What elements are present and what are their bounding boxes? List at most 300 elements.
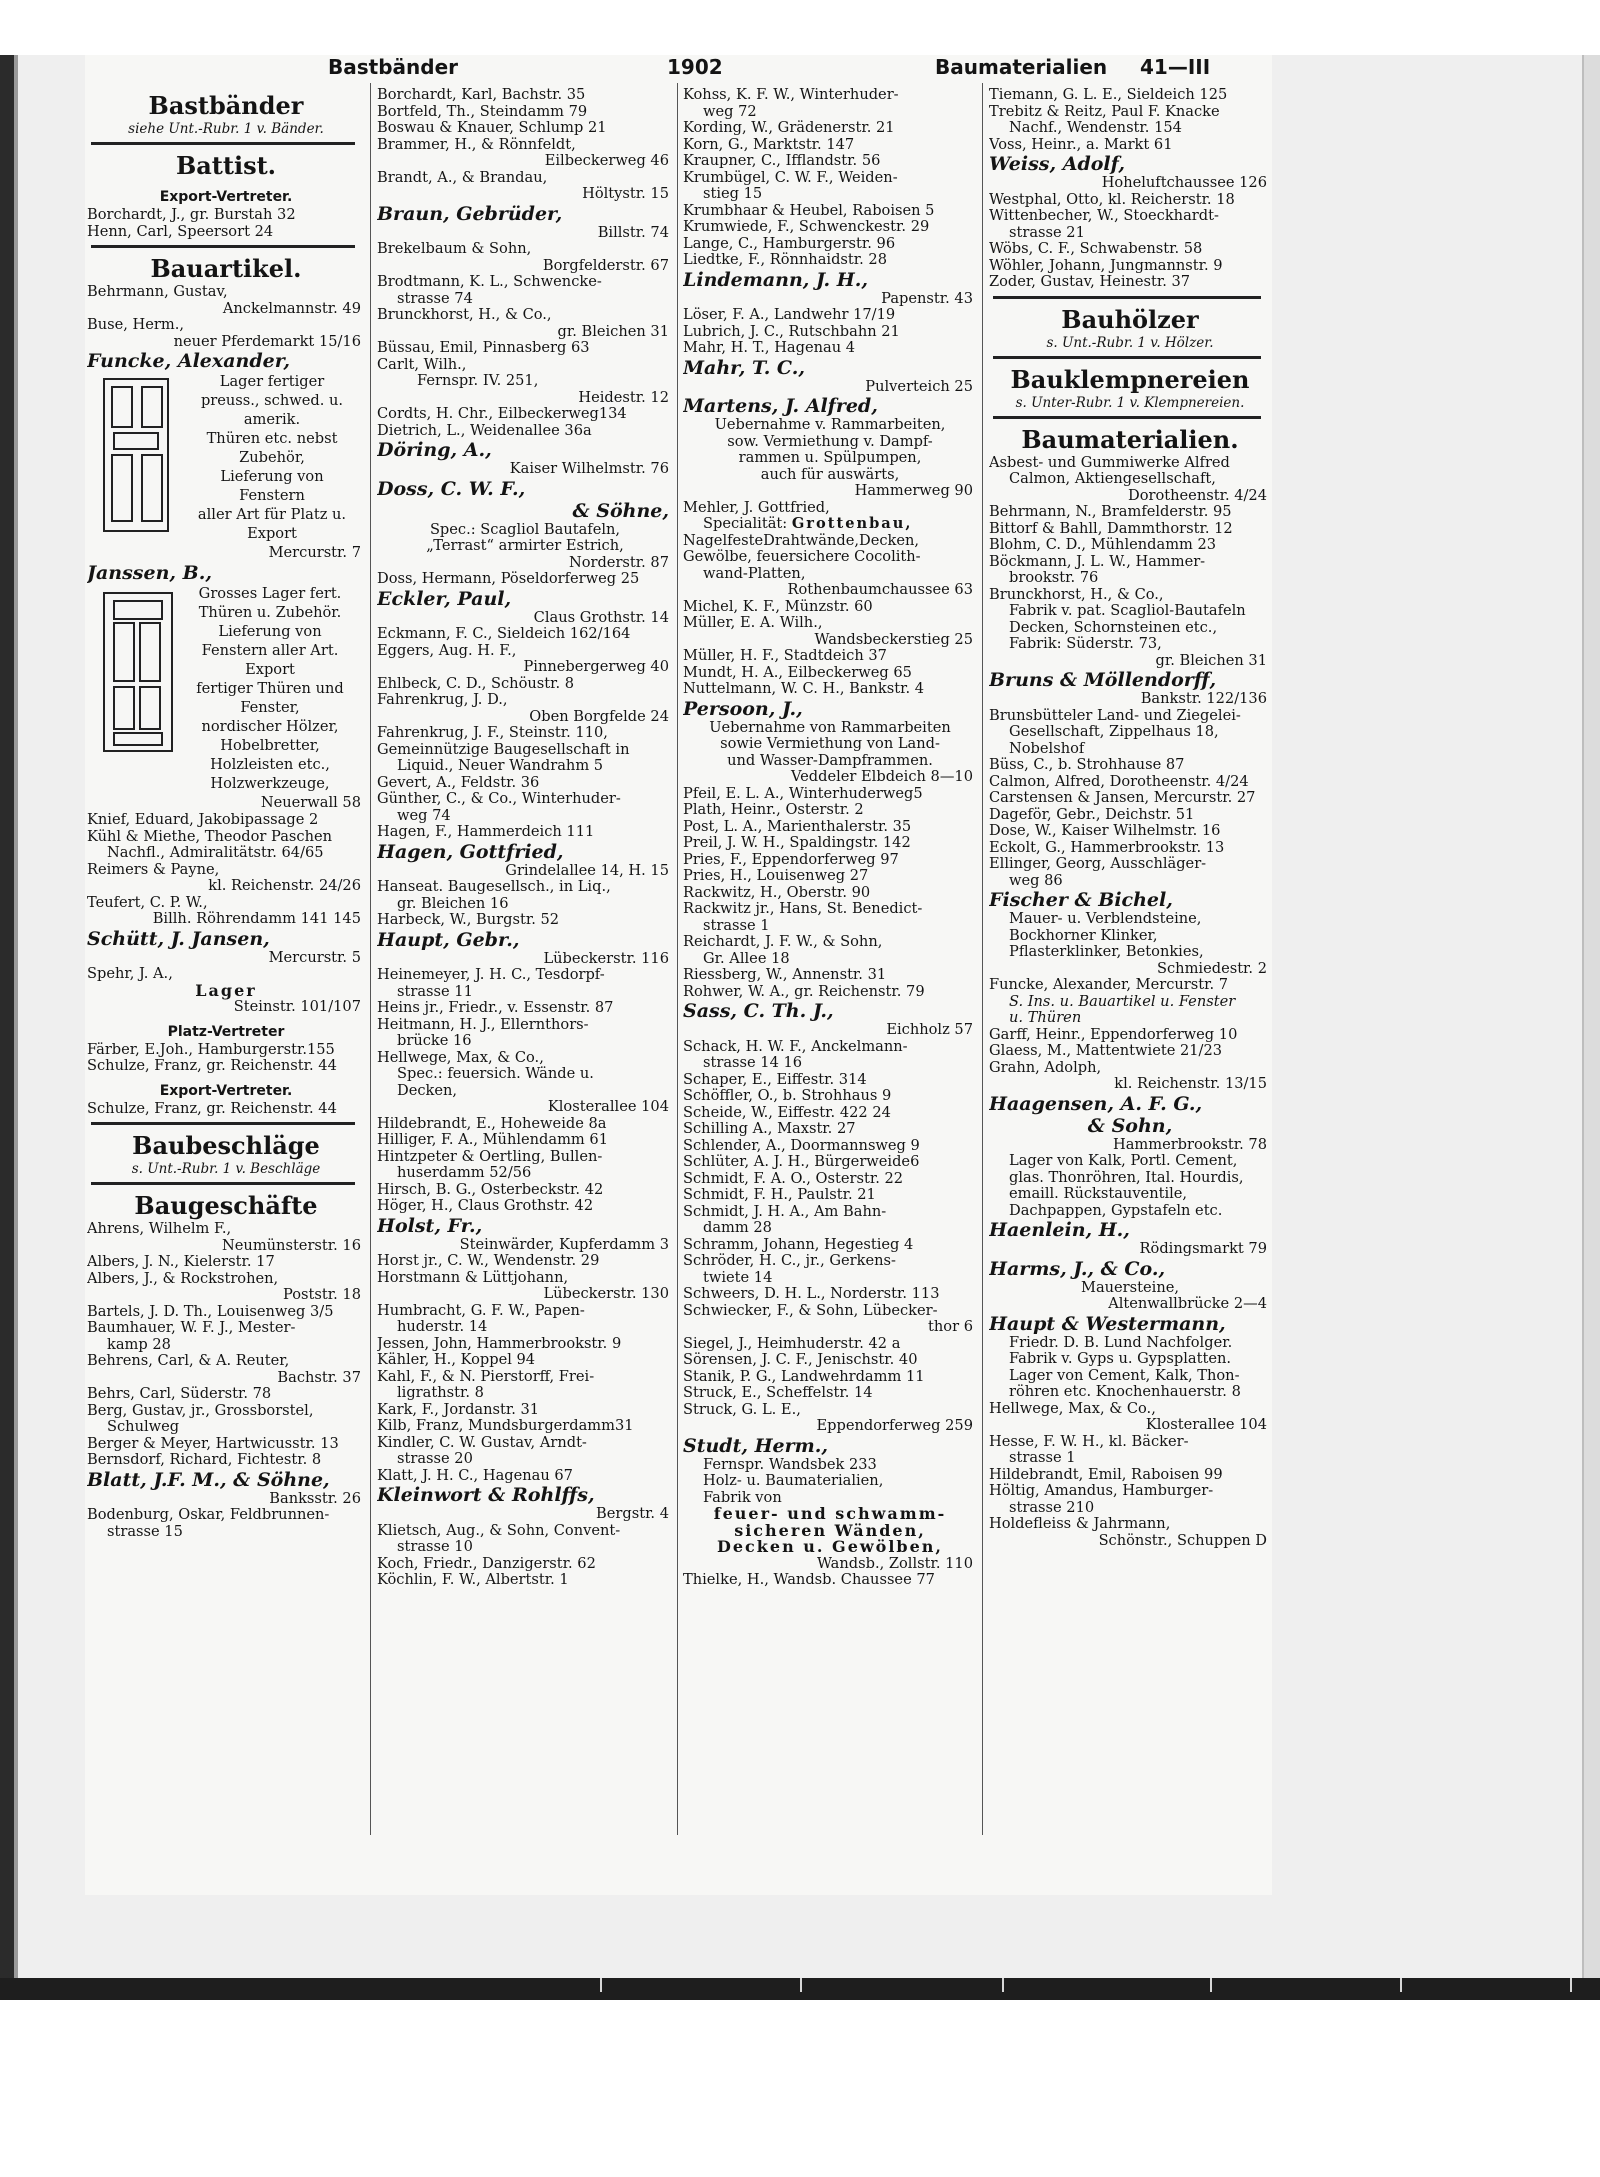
section-rule <box>91 142 355 145</box>
entry-address: gr. Bleichen 31 <box>557 322 669 340</box>
directory-entry: Kraupner, C., Ifflandstr. 56 <box>683 152 881 169</box>
section-title: Baumaterialien. <box>1021 424 1239 454</box>
advertisement-line: Lager fertiger <box>219 373 325 390</box>
entry-continuation: strasse 11 <box>397 982 473 1000</box>
directory-entry: Brunsbütteler Land- und Ziegelei- <box>989 706 1241 724</box>
entry-continuation: Holz- u. Baumaterialien, <box>703 1472 884 1489</box>
entry-continuation: strasse 210 <box>1009 1498 1095 1516</box>
entry-emphasis: sicheren Wänden, <box>734 1520 926 1540</box>
entry-description: sow. Vermiethung v. Dampf- <box>727 432 933 450</box>
directory-entry: Gemeinnützige Baugesellschaft in <box>377 740 630 758</box>
entry-address: Borgfelderstr. 67 <box>542 256 669 274</box>
directory-entry: Albers, J. N., Kielerstr. 17 <box>87 1253 275 1270</box>
entry-continuation: strasse 14 16 <box>703 1054 803 1071</box>
directory-entry: Holdefleiss & Jahrmann, <box>989 1515 1171 1532</box>
entry-address: Grindelallee 14, H. 15 <box>505 861 669 879</box>
directory-entry: Rackwitz, H., Oberstr. 90 <box>683 883 871 901</box>
entry-description: rammen u. Spülpumpen, <box>738 449 922 466</box>
advertisement-line: Grosses Lager fert. <box>198 585 342 602</box>
scan-bottom-edge <box>0 1978 1600 2000</box>
entry-emphasis: Decken u. Gewölben, <box>717 1537 943 1556</box>
entry-continuation: damm 28 <box>703 1219 772 1236</box>
advertisement-line: Holzwerkzeuge, <box>210 775 330 792</box>
advertisement-line: Export <box>247 525 297 542</box>
entry-continuation: strasse 1 <box>1009 1449 1076 1466</box>
directory-entry: Schlender, A., Doormannsweg 9 <box>683 1136 920 1154</box>
entry-continuation: gr. Bleichen 16 <box>397 894 509 912</box>
directory-entry: Westphal, Otto, kl. Reicherstr. 18 <box>989 190 1235 208</box>
directory-entry: Kühl & Miethe, Theodor Paschen <box>87 827 333 845</box>
directory-entry: Baumhauer, W. F. J., Mester- <box>87 1319 296 1336</box>
directory-entry: Mundt, H. A., Eilbeckerweg 65 <box>683 663 912 681</box>
directory-entry: Pries, H., Louisenweg 27 <box>683 867 869 884</box>
directory-entry: Schwiecker, F., & Sohn, Lübecker- <box>683 1301 938 1319</box>
firm-name: Haupt, Gebr., <box>377 928 520 951</box>
directory-entry: Behrmann, Gustav, <box>87 283 228 300</box>
entry-continuation: Fabrik: Süderstr. 73, <box>1009 635 1162 652</box>
directory-entry: Ahrens, Wilhelm F., <box>87 1220 232 1237</box>
directory-entry: Ellinger, Georg, Ausschläger- <box>989 855 1207 872</box>
directory-entry: Heins jr., Friedr., v. Essenstr. 87 <box>377 999 614 1016</box>
firm-name: Holst, Fr., <box>377 1214 483 1237</box>
advertisement-line: Thüren u. Zubehör. <box>198 604 342 621</box>
entry-address: Lübeckerstr. 130 <box>543 1285 669 1302</box>
entry-continuation: Gr. Allee 18 <box>703 949 790 967</box>
directory-entry: Buse, Herm., <box>87 316 184 333</box>
entry-address: Hammerweg 90 <box>854 482 973 499</box>
door-panel <box>113 432 159 450</box>
directory-entry: Tiemann, G. L. E., Sieldeich 125 <box>989 87 1228 103</box>
directory-entry: Dietrich, L., Weidenallee 36a <box>377 421 592 439</box>
directory-entry: Hintzpeter & Oertling, Bullen- <box>377 1147 603 1165</box>
entry-address: gr. Bleichen 31 <box>1155 651 1267 669</box>
directory-entry: Cordts, H. Chr., Eilbeckerweg134 <box>377 405 627 422</box>
cross-reference: s. Unt.-Rubr. 1 v. Beschläge <box>131 1161 321 1177</box>
advertisement-line: Holzleisten etc., <box>210 756 330 773</box>
entry-description: Uebernahme v. Rammarbeiten, <box>714 416 946 433</box>
entry-continuation: brookstr. 76 <box>1009 569 1099 586</box>
directory-entry: Hirsch, B. G., Osterbeckstr. 42 <box>377 1180 604 1198</box>
entry-continuation: strasse 1 <box>703 916 770 934</box>
directory-entry: Schack, H. W. F., Anckelmann- <box>683 1037 908 1055</box>
speciality-value: Grottenbau, <box>791 515 913 532</box>
directory-entry: Horst jr., C. W., Wendenstr. 29 <box>377 1252 600 1269</box>
directory-entry: Kahl, F., & N. Pierstorff, Frei- <box>377 1367 595 1385</box>
directory-entry: Hilliger, F. A., Mühlendamm 61 <box>377 1131 608 1148</box>
directory-entry: Krumbügel, C. W. F., Weiden- <box>683 168 898 186</box>
advertisement-text <box>175 584 365 812</box>
firm-name: Mahr, T. C., <box>683 356 805 379</box>
entry-continuation: Bockhorner Klinker, <box>1009 926 1158 944</box>
directory-entry: Borchardt, J., gr. Burstah 32 <box>87 206 296 223</box>
entry-address: Billstr. 74 <box>597 223 669 241</box>
directory-entry: Koch, Friedr., Danzigerstr. 62 <box>377 1554 596 1572</box>
directory-entry: Schmidt, F. H., Paulstr. 21 <box>683 1186 876 1203</box>
firm-name-continuation: & Söhne, <box>572 499 669 522</box>
directory-entry: Schaper, E., Eiffestr. 314 <box>683 1070 867 1088</box>
directory-entry: Böckmann, J. L. W., Hammer- <box>989 552 1206 570</box>
directory-entry: Schilling A., Maxstr. 27 <box>683 1120 856 1137</box>
entry-continuation: weg 74 <box>397 806 451 824</box>
directory-entry: Pries, F., Eppendorferweg 97 <box>683 850 899 868</box>
directory-entry: Bodenburg, Oskar, Feldbrunnen- <box>87 1506 330 1523</box>
entry-continuation: strasse 10 <box>397 1538 473 1555</box>
entry-continuation: Fernspr. IV. 251, <box>417 372 539 389</box>
directory-entry: Dose, W., Kaiser Wilhelmstr. 16 <box>989 822 1221 839</box>
directory-entry: Günther, C., & Co., Winterhuder- <box>377 790 621 807</box>
advertisement-line: fertiger Thüren und <box>196 680 344 697</box>
directory-entry: Thielke, H., Wandsb. Chaussee 77 <box>683 1571 935 1588</box>
firm-name: Martens, J. Alfred, <box>683 395 878 417</box>
door-illustration <box>103 378 169 532</box>
directory-entry: Löser, F. A., Landwehr 17/19 <box>683 306 896 323</box>
door-panel <box>139 622 161 682</box>
directory-entry: Grahn, Adolph, <box>989 1058 1102 1076</box>
directory-entry: Berger & Meyer, Hartwicusstr. 13 <box>87 1434 339 1452</box>
column-divider <box>370 83 371 1835</box>
directory-entry: Lubrich, J. C., Rutschbahn 21 <box>683 322 900 340</box>
directory-entry: Bartels, J. D. Th., Louisenweg 3/5 <box>87 1302 334 1320</box>
entry-continuation: Schulweg <box>107 1418 180 1435</box>
directory-entry: Fahrenkrug, J. D., <box>377 691 508 708</box>
advertisement-line: Fenstern <box>239 487 305 504</box>
directory-entry: Hildebrandt, Emil, Raboisen 99 <box>989 1465 1223 1483</box>
directory-entry: Heitmann, H. J., Ellernthors- <box>377 1015 589 1033</box>
entry-address: Schönstr., Schuppen D <box>1098 1531 1267 1549</box>
door-illustration <box>103 592 173 752</box>
entry-address: Eichholz 57 <box>886 1021 973 1038</box>
directory-entry: Scheide, W., Eiffestr. 422 24 <box>683 1103 891 1121</box>
directory-entry: Kähler, H., Koppel 94 <box>377 1351 536 1368</box>
directory-entry: Calmon, Alfred, Dorotheenstr. 4/24 <box>989 772 1249 790</box>
directory-entry: Hanseat. Baugesellsch., in Liq., <box>377 878 611 895</box>
entry-continuation: Nachfl., Admiralitätstr. 64/65 <box>107 844 324 861</box>
entry-address: Bankstr. 122/136 <box>1140 690 1267 707</box>
firm-name: Harms, J., & Co., <box>989 1257 1166 1280</box>
firm-name: Eckler, Paul, <box>377 587 512 610</box>
firm-name: Persoon, J., <box>683 697 803 720</box>
directory-entry: Michel, K. F., Münzstr. 60 <box>683 597 873 615</box>
entry-continuation: Nobelshof <box>1009 739 1085 757</box>
directory-entry: Wöhler, Johann, Jungmannstr. 9 <box>989 256 1223 274</box>
entry-address: Wandsbeckerstieg 25 <box>814 630 973 648</box>
section-title: Battist. <box>175 151 277 180</box>
entry-continuation: huserdamm 52/56 <box>397 1164 532 1181</box>
directory-entry: Nuttelmann, W. C. H., Bankstr. 4 <box>683 680 925 697</box>
directory-entry: Schmidt, J. H. A., Am Bahn- <box>683 1202 887 1220</box>
directory-entry: Post, L. A., Marienthalerstr. 35 <box>683 817 912 835</box>
entry-address: Eilbeckerweg 46 <box>544 152 669 169</box>
advertisement-line: Zubehör, <box>239 449 305 466</box>
entry-description: auch für auswärts, <box>760 465 900 483</box>
advertisement <box>87 372 365 562</box>
entry-address: Höltystr. 15 <box>582 185 669 202</box>
firm-name: Haupt & Westermann, <box>989 1312 1226 1335</box>
entry-address: Dorotheenstr. 4/24 <box>1128 486 1267 504</box>
firm-name: Haenlein, H., <box>989 1219 1130 1241</box>
entry-continuation: Lager von Kalk, Portl. Cement, <box>1009 1152 1238 1169</box>
advertisement-line: Lieferung von <box>218 623 322 640</box>
directory-entry: Korn, G., Marktstr. 147 <box>683 135 855 153</box>
directory-entry: Voss, Heinr., a. Markt 61 <box>989 135 1173 153</box>
directory-entry: Kilb, Franz, Mundsburgerdamm31 <box>377 1417 634 1434</box>
directory-entry: Knief, Eduard, Jakobipassage 2 <box>87 811 319 828</box>
directory-entry: Eckolt, G., Hammerbrookstr. 13 <box>989 838 1225 856</box>
column-4 <box>989 87 1271 1827</box>
directory-entry: Klietsch, Aug., & Sohn, Convent- <box>377 1521 621 1539</box>
entry-description: Mauersteine, <box>1081 1278 1179 1296</box>
entry-address: Neumünsterstr. 16 <box>222 1236 361 1254</box>
directory-entry: Humbracht, G. F. W., Papen- <box>377 1301 585 1319</box>
firm-name: Kleinwort & Rohlffs, <box>377 1484 595 1506</box>
directory-entry: Schlüter, A. J. H., Bürgerweide6 <box>683 1153 920 1170</box>
directory-entry: Funcke, Alexander, Mercurstr. 7 <box>989 976 1229 993</box>
advertisement <box>87 584 365 812</box>
directory-entry: Schulze, Franz, gr. Reichenstr. 44 <box>87 1099 337 1117</box>
entry-address: Claus Grothstr. 14 <box>533 608 669 626</box>
column-divider <box>677 83 678 1835</box>
entry-continuation: Fabrik von <box>703 1488 782 1506</box>
directory-entry: Färber, E.Joh., Hamburgerstr.155 <box>87 1040 335 1058</box>
directory-entry: Höger, H., Claus Grothstr. 42 <box>377 1197 594 1214</box>
section-title: Baubeschläge <box>132 1131 320 1160</box>
entry-description: „Terrast“ armirter Estrich, <box>426 537 624 554</box>
firm-name: Weiss, Adolf, <box>989 153 1126 175</box>
firm-name: Doss, C. W. F., <box>377 477 526 500</box>
entry-continuation: twiete 14 <box>703 1268 773 1286</box>
door-panel <box>139 686 161 730</box>
entry-continuation: Friedr. D. B. Lund Nachfolger. <box>1009 1333 1233 1351</box>
door-panel <box>111 454 133 522</box>
door-panel <box>113 622 135 682</box>
directory-entry: Höltig, Amandus, Hamburger- <box>989 1482 1214 1499</box>
entry-continuation: strasse 21 <box>1009 223 1085 241</box>
entry-speciality <box>683 516 977 533</box>
firm-name: Fischer & Bichel, <box>989 889 1173 911</box>
entry-address: Veddeler Elbdeich 8—10 <box>790 768 973 785</box>
firm-name: Sass, C. Th. J., <box>683 1000 834 1022</box>
entry-continuation: strasse 74 <box>397 289 473 307</box>
directory-entry: Mehler, J. Gottfried, <box>683 498 830 516</box>
directory-entry: Doss, Hermann, Pöseldorferweg 25 <box>377 570 640 587</box>
entry-continuation: emaill. Rückstauventile, <box>1009 1185 1188 1202</box>
entry-address: Mercurstr. 5 <box>268 948 361 966</box>
entry-continuation: glas. Thonröhren, Ital. Hourdis, <box>1009 1168 1244 1186</box>
speciality-label: Specialität: <box>703 515 792 532</box>
entry-continuation: Pflasterklinker, Betonkies, <box>1009 943 1204 960</box>
advertisement-line: Thüren etc. nebst <box>206 430 338 447</box>
advertisement-line: Mercurstr. 7 <box>268 544 361 561</box>
entry-continuation: stieg 15 <box>703 185 763 202</box>
directory-entry: Blohm, C. D., Mühlendamm 23 <box>989 536 1217 553</box>
entry-address: Bachstr. 37 <box>277 1368 361 1386</box>
cross-reference: S. Ins. u. Bauartikel u. Fenster <box>1009 992 1236 1010</box>
directory-entry: Hagen, F., Hammerdeich 111 <box>377 823 595 840</box>
advertisement-line: amerik. <box>243 411 301 428</box>
entry-address: Bergstr. 4 <box>596 1505 669 1522</box>
entry-address: kl. Reichenstr. 13/15 <box>1114 1075 1267 1092</box>
directory-entry: Köchlin, F. W., Albertstr. 1 <box>377 1571 569 1588</box>
directory-entry: Lange, C., Hamburgerstr. 96 <box>683 234 896 252</box>
column-1 <box>87 87 365 1827</box>
entry-continuation: strasse 20 <box>397 1450 473 1467</box>
advertisement-line: preuss., schwed. u. <box>200 392 344 409</box>
section-rule <box>91 245 355 248</box>
directory-entry: Gewölbe, feuersichere Cocolith- <box>683 548 921 565</box>
entry-description: und Wasser-Dampframmen. <box>727 751 933 769</box>
directory-entry: Pfeil, E. L. A., Winterhuderweg5 <box>683 784 923 802</box>
directory-entry: Kording, W., Grädenerstr. 21 <box>683 119 895 136</box>
scan-right-edge <box>1582 55 1600 2000</box>
entry-address: Banksstr. 26 <box>269 1489 361 1507</box>
directory-entry: Müller, H. F., Stadtdeich 37 <box>683 647 887 664</box>
firm-name: Hagen, Gottfried, <box>377 840 564 863</box>
door-panel <box>113 686 135 730</box>
advertisement-line: aller Art für Platz u. <box>197 506 347 523</box>
directory-entry: Bortfeld, Th., Steindamm 79 <box>377 102 588 120</box>
entry-address: Hammerbrookstr. 78 <box>1112 1135 1267 1153</box>
firm-name: Studt, Herm., <box>683 1434 828 1457</box>
directory-entry: Albers, J., & Rockstrohen, <box>87 1269 279 1287</box>
directory-entry: Krumwiede, F., Schwenckestr. 29 <box>683 218 930 235</box>
entry-continuation: Nachf., Wendenstr. 154 <box>1009 119 1182 136</box>
entry-address: Poststr. 18 <box>283 1286 361 1303</box>
directory-entry: Spehr, J. A., <box>87 965 173 982</box>
firm-name-continuation: & Sohn, <box>1087 1114 1173 1137</box>
directory-entry: Hellwege, Max, & Co., <box>989 1399 1156 1417</box>
directory-entry: Hellwege, Max, & Co., <box>377 1048 544 1066</box>
directory-entry: Wittenbecher, W., Stoeckhardt- <box>989 207 1219 224</box>
directory-entry: Brandt, A., & Brandau, <box>377 168 548 186</box>
directory-entry: Brunckhorst, H., & Co., <box>989 585 1164 603</box>
entry-emphasis: feuer- und schwamm- <box>713 1504 947 1523</box>
directory-entry: Heinemeyer, J. H. C., Tesdorpf- <box>377 966 605 983</box>
firm-name: Döring, A., <box>377 439 492 461</box>
entry-address: Heidestr. 12 <box>578 388 669 406</box>
entry-address: Klosterallee 104 <box>1145 1416 1267 1433</box>
directory-entry: Liedtke, F., Rönnhaidstr. 28 <box>683 251 887 268</box>
entry-description: sowie Vermiethung von Land- <box>720 735 940 752</box>
directory-entry: Kindler, C. W. Gustav, Arndt- <box>377 1433 587 1451</box>
entry-address: neuer Pferdemarkt 15/16 <box>173 332 361 350</box>
section-rule <box>993 416 1261 419</box>
advertisement-line: nordischer Hölzer, <box>201 718 339 735</box>
entry-continuation: Lager von Cement, Kalk, Thon- <box>1009 1366 1240 1384</box>
directory-entry: Plath, Heinr., Osterstr. 2 <box>683 801 864 818</box>
directory-entry: Büssau, Emil, Pinnasberg 63 <box>377 339 590 356</box>
directory-entry: Eggers, Aug. H. F., <box>377 641 517 659</box>
subsection-heading: Export-Vertreter. <box>159 189 293 205</box>
section-title: Bauklempnereien <box>1010 364 1250 394</box>
entry-continuation: Decken, <box>397 1081 458 1099</box>
directory-entry: Horstmann & Lüttjohann, <box>377 1268 569 1286</box>
directory-entry: Schmidt, F. A. O., Osterstr. 22 <box>683 1169 904 1187</box>
directory-entry: Kohss, K. F. W., Winterhuder- <box>683 87 899 103</box>
section-title: Bastbänder <box>148 91 304 120</box>
directory-entry: Borchardt, Karl, Bachstr. 35 <box>377 87 586 103</box>
directory-entry: Stanik, P. G., Landwehrdamm 11 <box>683 1367 925 1385</box>
directory-entry: Riessberg, W., Annenstr. 31 <box>683 966 887 983</box>
section-rule <box>993 356 1261 359</box>
entry-continuation: Fabrik v. pat. Scagliol-Bautafeln <box>1009 602 1246 619</box>
directory-entry: Siegel, J., Heimhuderstr. 42 a <box>683 1334 901 1352</box>
directory-entry: Struck, G. L. E., <box>683 1400 801 1418</box>
directory-entry: Schröder, H. C., jr., Gerkens- <box>683 1252 896 1269</box>
entry-address: Altenwallbrücke 2—4 <box>1108 1295 1267 1312</box>
subsection-heading: Export-Vertreter. <box>159 1082 293 1099</box>
directory-entry: Gevert, A., Feldstr. 36 <box>377 773 540 791</box>
entry-emphasis: Lager <box>195 980 257 1000</box>
entry-continuation: kamp 28 <box>107 1335 171 1353</box>
scan-left-edge-shadow <box>14 55 18 2000</box>
directory-entry: Hesse, F. W. H., kl. Bäcker- <box>989 1432 1189 1450</box>
directory-entry: Brodtmann, K. L., Schwencke- <box>377 273 602 290</box>
directory-entry: Teufert, C. P. W., <box>87 893 208 911</box>
directory-entry: Ehlbeck, C. D., Schöustr. 8 <box>377 674 575 692</box>
entry-continuation: Fernspr. Wandsbek 233 <box>703 1455 877 1473</box>
directory-entry: Reichardt, J. F. W., & Sohn, <box>683 933 883 950</box>
firm-name: Funcke, Alexander, <box>87 350 290 372</box>
section-rule <box>91 1182 355 1185</box>
cross-reference: s. Unt.-Rubr. 1 v. Hölzer. <box>1046 334 1214 351</box>
directory-entry: Harbeck, W., Burgstr. 52 <box>377 911 560 928</box>
directory-entry: Brammer, H., & Rönnfeldt, <box>377 135 576 153</box>
entry-continuation: Spec.: feuersich. Wände u. <box>397 1065 594 1082</box>
entry-address: Wandsb., Zollstr. 110 <box>816 1554 973 1572</box>
entry-continuation: huderstr. 14 <box>397 1318 488 1335</box>
directory-entry: Dageför, Gebr., Deichstr. 51 <box>989 805 1195 823</box>
firm-name: Lindemann, J. H., <box>683 268 868 291</box>
entry-description: Spec.: Scagliol Bautafeln, <box>429 520 621 538</box>
directory-entry: Brunckhorst, H., & Co., <box>377 306 552 323</box>
directory-entry: Rackwitz jr., Hans, St. Benedict- <box>683 900 923 917</box>
entry-address: Rödingsmarkt 79 <box>1139 1240 1267 1257</box>
entry-address: thor 6 <box>928 1318 973 1335</box>
door-panel <box>141 386 163 428</box>
entry-address: Pulverteich 25 <box>865 377 973 395</box>
directory-entry: Fahrenkrug, J. F., Steinstr. 110, <box>377 724 608 741</box>
section-title: Bauartikel. <box>150 254 302 283</box>
entry-description: Uebernahme von Rammarbeiten <box>709 718 951 736</box>
firm-name: Janssen, B., <box>87 562 212 584</box>
firm-name: Braun, Gebrüder, <box>377 202 563 225</box>
advertisement-text <box>179 372 365 562</box>
directory-page <box>85 55 1272 1895</box>
entry-address: Papenstr. 43 <box>881 289 973 307</box>
directory-entry: Carlt, Wilh., <box>377 355 467 373</box>
directory-entry: Henn, Carl, Speersort 24 <box>87 222 274 240</box>
entry-continuation: Fabrik v. Gyps u. Gypsplatten. <box>1009 1350 1231 1367</box>
entry-address: Billh. Röhrendamm 141 145 <box>152 910 361 927</box>
entry-continuation: Liquid., Neuer Wandrahm 5 <box>397 757 604 774</box>
entry-address: Lübeckerstr. 116 <box>543 949 669 967</box>
directory-entry: Jessen, John, Hammerbrookstr. 9 <box>377 1334 622 1352</box>
section-rule <box>993 296 1261 299</box>
entry-continuation: weg 72 <box>703 102 757 120</box>
section-title: Baugeschäfte <box>134 1191 318 1220</box>
directory-entry: Bittorf & Bahll, Dammthorstr. 12 <box>989 519 1233 537</box>
entry-continuation: Dachpappen, Gypstafeln etc. <box>1009 1201 1223 1219</box>
directory-entry: Schramm, Johann, Hegestieg 4 <box>683 1235 914 1253</box>
entry-address: Oben Borgfelde 24 <box>529 707 669 725</box>
entry-continuation: röhren etc. Knochenhauerstr. 8 <box>1009 1383 1241 1400</box>
directory-entry: Büss, C., b. Strohhause 87 <box>989 756 1185 773</box>
directory-entry: Trebitz & Reitz, Paul F. Knacke <box>989 102 1220 120</box>
entry-address: Eppendorferweg 259 <box>816 1417 973 1434</box>
cross-reference: s. Unter-Rubr. 1 v. Klempnereien. <box>1015 394 1245 411</box>
directory-entry: Zoder, Gustav, Heinestr. 37 <box>989 273 1191 290</box>
directory-entry: Wöbs, C. F., Schwabenstr. 58 <box>989 240 1203 257</box>
